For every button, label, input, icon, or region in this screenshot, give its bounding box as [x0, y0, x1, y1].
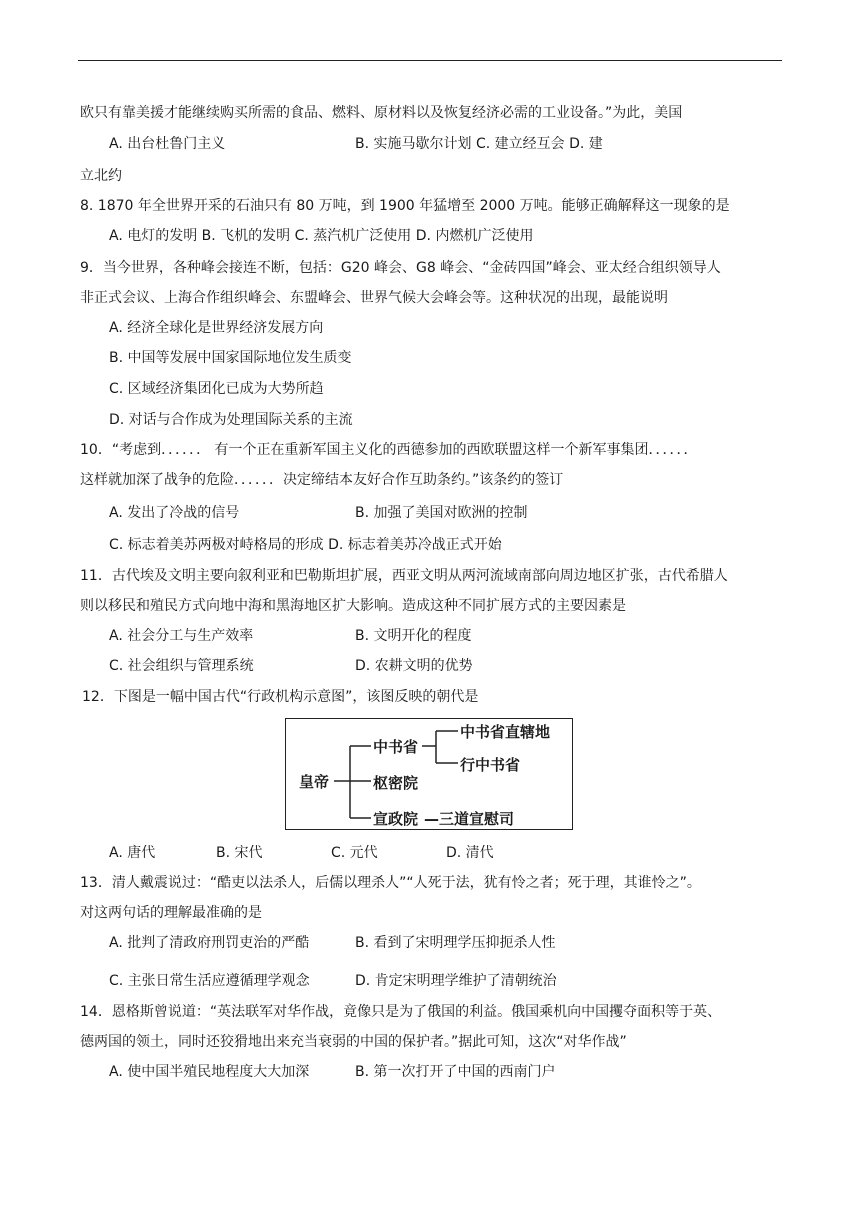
q13-option-d: D. 肯定宋明理学维护了清朝统治: [355, 973, 557, 989]
q11-option-d: D. 农耕文明的优势: [355, 658, 473, 674]
q13-option-b: B. 看到了宋明理学压抑扼杀人性: [355, 935, 556, 951]
q12-option-b: B. 宋代: [216, 845, 263, 861]
q14-stem-line2: 德两国的领土，同时还狡猾地出来充当衰弱的中国的保护者。”据此可知，这次“对华作战”: [80, 1034, 627, 1050]
diagram-sandao: —三道宣慰司: [424, 810, 515, 828]
q11-option-c: C. 社会组织与管理系统: [109, 658, 254, 674]
q11-option-b: B. 文明开化的程度: [355, 628, 472, 644]
q9-stem-line2: 非正式会议、上海合作组织峰会、东盟峰会、世界气候大会峰会等。这种状况的出现，最能说明: [80, 290, 668, 306]
q11-option-a: A. 社会分工与生产效率: [109, 628, 254, 644]
q10-option-b: B. 加强了美国对欧洲的控制: [355, 505, 528, 521]
q9-option-b: B. 中国等发展中国家国际地位发生质变: [109, 350, 352, 366]
q13-option-c: C. 主张日常生活应遵循理学观念: [109, 973, 310, 989]
q10-stem-line2: 这样就加深了战争的危险．．．．．．决定缔结本友好合作互助条约。”该条约的签订: [80, 472, 564, 488]
administration-diagram: [285, 718, 573, 830]
q10-options-cd: C. 标志着美苏两极对峙格局的形成 D. 标志着美苏冷战正式开始: [109, 537, 502, 553]
header-rule: [78, 60, 782, 61]
q8-options: A. 电灯的发明 B. 飞机的发明 C. 蒸汽机广泛使用 D. 内燃机广泛使用: [109, 228, 534, 244]
diagram-xingsheng: 行中书省: [460, 756, 521, 774]
q14-option-b: B. 第一次打开了中国的西南门户: [355, 1064, 556, 1080]
q7-stem-tail: 欧只有靠美援才能继续购买所需的食品、燃料、原材料以及恢复经济必需的工业设备。”为此，美国: [80, 105, 683, 121]
diagram-emperor: 皇帝: [299, 773, 330, 791]
diagram-shumi: 枢密院: [373, 774, 419, 792]
q13-stem-line2: 对这两句话的理解最准确的是: [80, 905, 262, 921]
diagram-zhongshu: 中书省: [373, 738, 419, 756]
q11-stem-line1: 11．古代埃及文明主要向叙利亚和巴勒斯坦扩展，西亚文明从两河流域南部向周边地区扩张，古代希腊人: [80, 568, 728, 584]
q12-option-d: D. 清代: [446, 845, 494, 861]
q14-stem-line1: 14．恩格斯曾说道：“英法联军对华作战，竟像只是为了俄国的利益。俄国乘机向中国攫夺面积等于英、: [80, 1004, 722, 1020]
q10-stem-line1: 10．“考虑到．．．．．． 有一个正在重新军国主义化的西德参加的西欧联盟这样一个新军事集团．．．．．．: [80, 442, 698, 458]
q10-option-a: A. 发出了冷战的信号: [109, 505, 240, 521]
q12-option-c: C. 元代: [331, 845, 378, 861]
diagram-zhixia: 中书省直辖地: [460, 723, 551, 741]
q7-options-bcd: B. 实施马歇尔计划 C. 建立经互会 D. 建: [355, 136, 603, 152]
q12-stem: 12．下图是一幅中国古代“行政机构示意图”，该图反映的朝代是: [82, 689, 479, 705]
q7-option-wrap: 立北约: [80, 168, 122, 184]
q12-option-a: A. 唐代: [109, 845, 156, 861]
q7-option-a: A. 出台杜鲁门主义: [109, 136, 226, 152]
q9-option-c: C. 区域经济集团化已成为大势所趋: [109, 381, 324, 397]
q8-stem: 8. 1870 年全世界开采的石油只有 80 万吨，到 1900 年猛增至 2000 万吨。能够正确解释这一现象的是: [80, 198, 730, 214]
q11-stem-line2: 则以移民和殖民方式向地中海和黑海地区扩大影响。造成这种不同扩展方式的主要因素是: [80, 598, 626, 614]
q9-option-d: D. 对话与合作成为处理国际关系的主流: [109, 412, 353, 428]
q13-stem-line1: 13．清人戴震说过：“酷吏以法杀人，后儒以理杀人”“人死于法，犹有怜之者；死于理，其谁怜之”。: [80, 875, 701, 891]
q13-option-a: A. 批判了清政府刑罚吏治的严酷: [109, 935, 310, 951]
q9-option-a: A. 经济全球化是世界经济发展方向: [109, 320, 324, 336]
diagram-xuanzheng: 宣政院: [373, 810, 419, 828]
q9-stem-line1: 9．当今世界，各种峰会接连不断，包括：G20 峰会、G8 峰会、“金砖四国”峰会、亚太经合组织领导人: [80, 260, 721, 276]
q14-option-a: A. 使中国半殖民地程度大大加深: [109, 1064, 310, 1080]
